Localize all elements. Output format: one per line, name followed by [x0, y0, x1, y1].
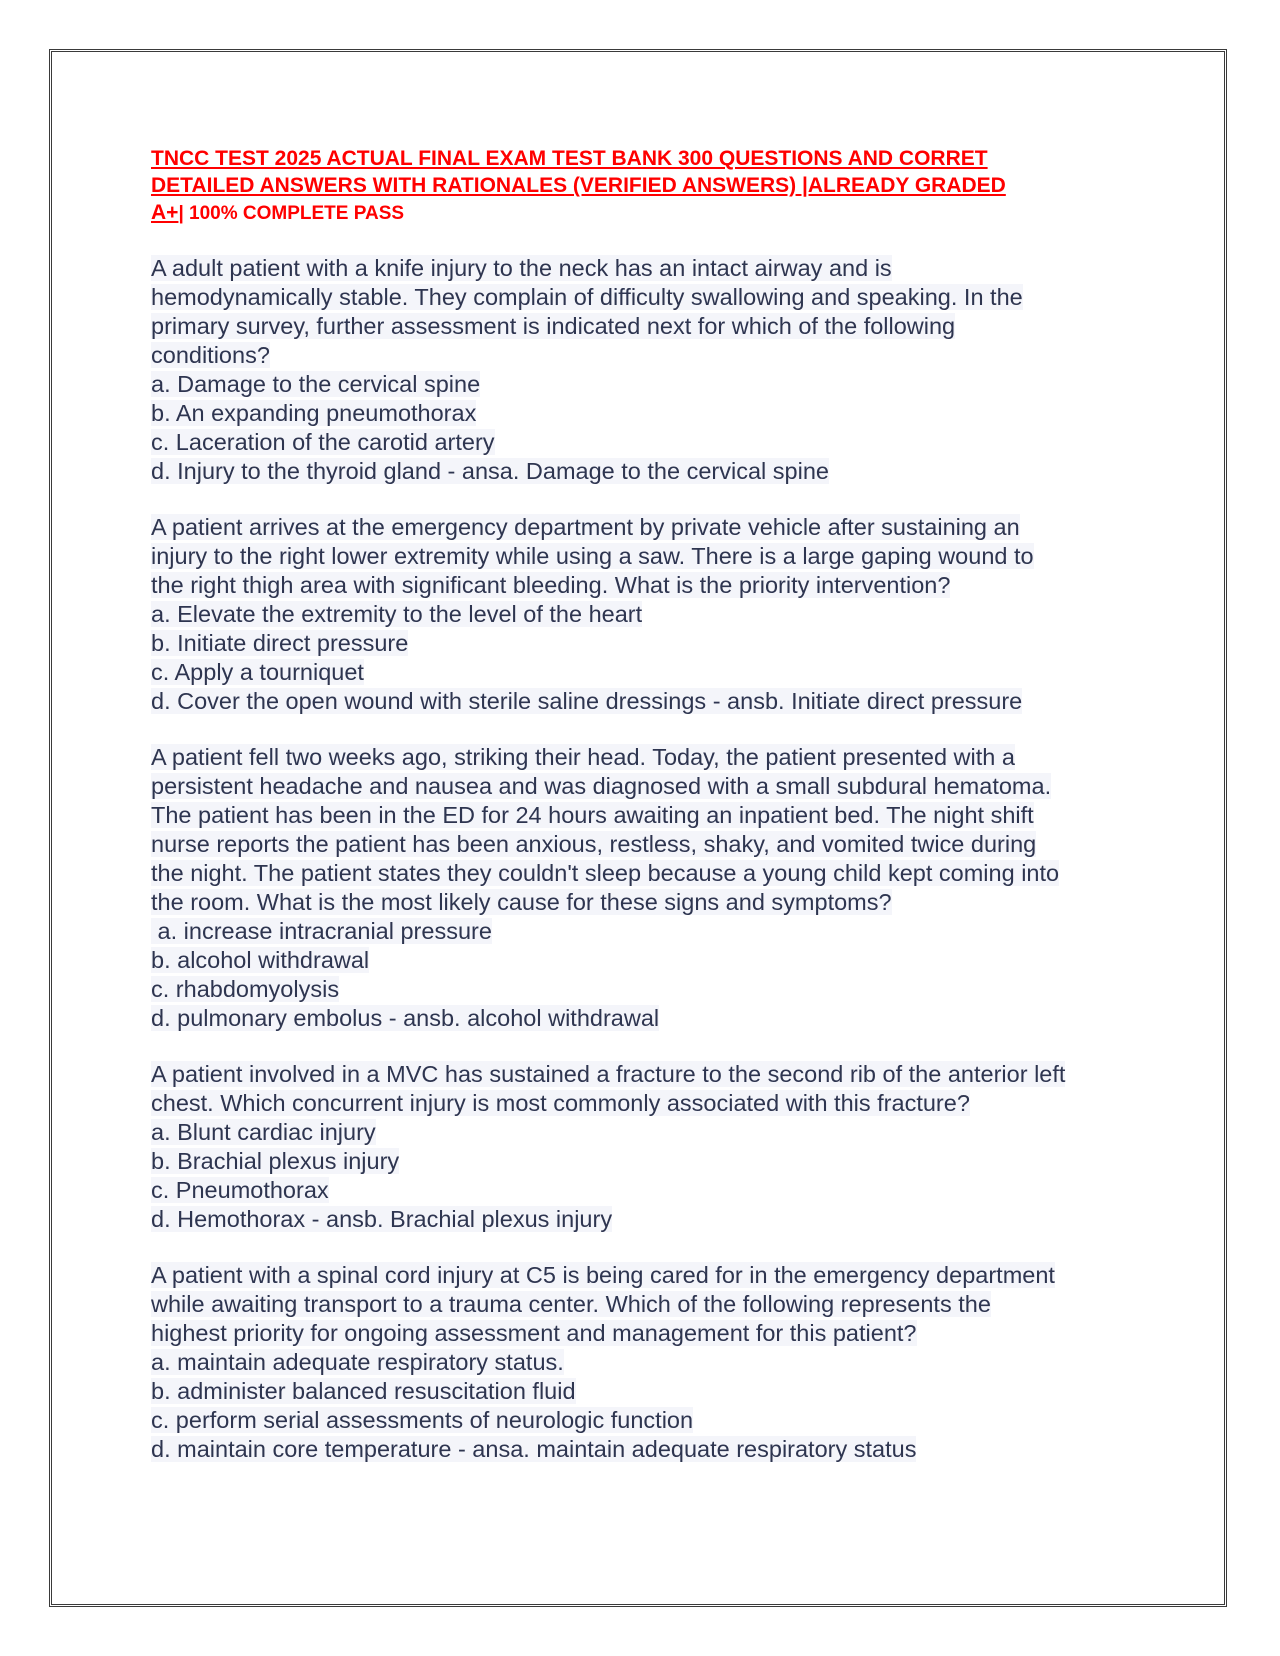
- answer-option-with-key: d. Injury to the thyroid gland - ansa. Damage to the cervical spine: [151, 458, 829, 484]
- question-stem-line: A patient involved in a MVC has sustained a fracture to the second rib of the anterior left: [151, 1061, 1066, 1087]
- question-stem-line: nurse reports the patient has been anxious, restless, shaky, and vomited twice during: [151, 831, 1037, 857]
- question-block-3: [151, 743, 1141, 1033]
- question-block-2: [151, 513, 1141, 716]
- answer-option: b. Initiate direct pressure: [151, 630, 409, 656]
- answer-option: b. Brachial plexus injury: [151, 1148, 400, 1174]
- answer-option: b. An expanding pneumothorax: [151, 400, 477, 426]
- answer-option: a. Damage to the cervical spine: [151, 371, 481, 397]
- title-line-1: TNCC TEST 2025 ACTUAL FINAL EXAM TEST BANK 300 QUESTIONS AND CORRET: [151, 147, 988, 170]
- title-line-2: DETAILED ANSWERS WITH RATIONALES (VERIFIED ANSWERS) |ALREADY GRADED: [151, 174, 1006, 197]
- answer-option: a. Blunt cardiac injury: [151, 1119, 376, 1145]
- question-stem-line: conditions?: [151, 342, 270, 368]
- answer-option-with-key: d. Cover the open wound with sterile saline dressings - ansb. Initiate direct pressure: [151, 688, 1023, 714]
- question-block-5: [151, 1261, 1141, 1464]
- question-stem-line: highest priority for ongoing assessment and management for this patient?: [151, 1320, 917, 1346]
- answer-option: c. Apply a tourniquet: [151, 659, 364, 685]
- question-stem-line: primary survey, further assessment is indicated next for which of the following: [151, 313, 956, 339]
- question-block-4: [151, 1060, 1141, 1234]
- question-stem-line: the right thigh area with significant bleeding. What is the priority intervention?: [151, 572, 951, 598]
- answer-option-with-key: d. Hemothorax - ansb. Brachial plexus injury: [151, 1206, 613, 1232]
- answer-option: a. maintain adequate respiratory status.: [151, 1349, 564, 1375]
- question-stem-line: chest. Which concurrent injury is most commonly associated with this fracture?: [151, 1090, 970, 1116]
- answer-option: b. administer balanced resuscitation fluid: [151, 1378, 576, 1404]
- question-stem-line: the night. The patient states they couldn't sleep because a young child kept coming into: [151, 860, 1060, 886]
- question-stem-line: A patient with a spinal cord injury at C5 is being cared for in the emergency department: [151, 1262, 1055, 1288]
- answer-option-with-key: d. pulmonary embolus - ansb. alcohol withdrawal: [151, 1005, 660, 1031]
- question-block-1: [151, 254, 1141, 486]
- question-stem-line: A patient arrives at the emergency department by private vehicle after sustaining an: [151, 514, 1020, 540]
- question-stem-line: the room. What is the most likely cause for these signs and symptoms?: [151, 889, 892, 915]
- answer-option: c. rhabdomyolysis: [151, 976, 340, 1002]
- answer-option: a. increase intracranial pressure: [151, 918, 492, 944]
- answer-option: a. Elevate the extremity to the level of the heart: [151, 601, 643, 627]
- question-stem-line: A adult patient with a knife injury to the neck has an intact airway and is: [151, 255, 892, 281]
- title-grade: A+: [151, 201, 179, 224]
- answer-option-with-key: d. maintain core temperature - ansa. maintain adequate respiratory status: [151, 1436, 917, 1462]
- title-tail: | 100% COMPLETE PASS: [178, 203, 405, 224]
- question-stem-line: while awaiting transport to a trauma center. Which of the following represents the: [151, 1291, 991, 1317]
- question-stem-line: hemodynamically stable. They complain of difficulty swallowing and speaking. In the: [151, 284, 1023, 310]
- question-stem-line: injury to the right lower extremity while using a saw. There is a large gaping wound to: [151, 543, 1034, 569]
- answer-option: c. perform serial assessments of neurologic function: [151, 1407, 694, 1433]
- answer-option: c. Laceration of the carotid artery: [151, 429, 495, 455]
- question-stem-line: A patient fell two weeks ago, striking their head. Today, the patient presented with a: [151, 744, 1015, 770]
- document-title: [151, 145, 1141, 227]
- question-stem-line: persistent headache and nausea and was diagnosed with a small subdural hematoma.: [151, 773, 1052, 799]
- question-stem-line: The patient has been in the ED for 24 hours awaiting an inpatient bed. The night shift: [151, 802, 1034, 828]
- answer-option: b. alcohol withdrawal: [151, 947, 370, 973]
- document-body: [151, 145, 1141, 1464]
- answer-option: c. Pneumothorax: [151, 1177, 329, 1203]
